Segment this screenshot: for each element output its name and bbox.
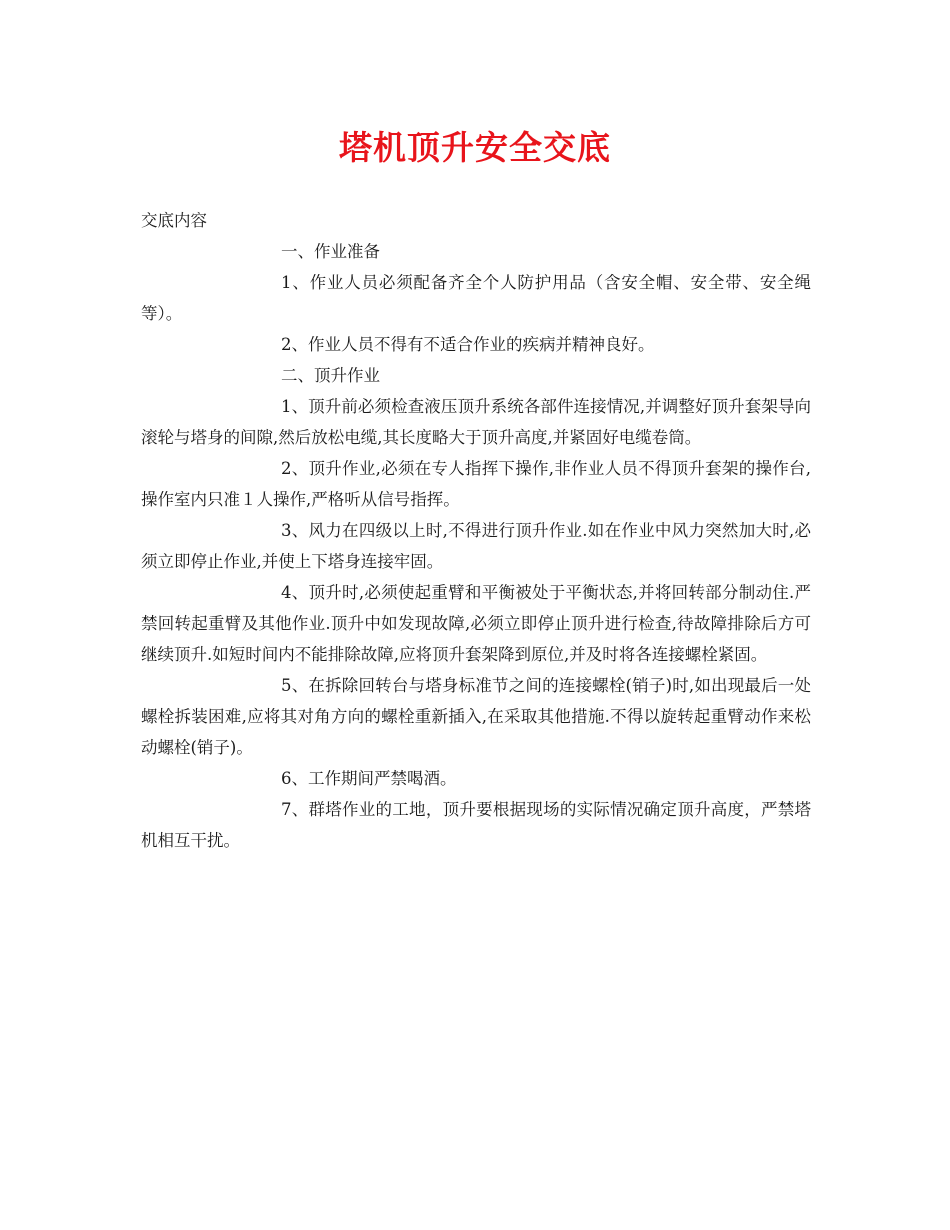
document-body — [141, 205, 811, 856]
paragraph-jacking-4: 4、顶升时,必须使起重臂和平衡被处于平衡状态,并将回转部分制动住.严禁回转起重臂及其他作业.顶升中如发现故障,必须立即停止顶升进行检查,待故障排除后方可继续顶升.如短时间内不能排除故障,应将顶升套架降到原位,并及时将各连接螺栓紧固。 — [141, 583, 811, 664]
paragraph-jacking-3: 3、风力在四级以上时,不得进行顶升作业.如在作业中风力突然加大时,必须立即停止作业,并使上下塔身连接牢固。 — [141, 521, 811, 571]
paragraph-jacking-6: 6、工作期间严禁喝酒。 — [281, 769, 457, 788]
heading-jacking: 二、顶升作业 — [281, 366, 380, 385]
paragraph-prep-2: 2、作业人员不得有不适合作业的疾病并精神良好。 — [281, 335, 655, 354]
section-label: 交底内容 — [141, 211, 207, 230]
paragraph-jacking-2: 2、顶升作业,必须在专人指挥下操作,非作业人员不得顶升套架的操作台,操作室内只准１人操作,严格听从信号指挥。 — [141, 459, 811, 509]
paragraph-jacking-7: 7、群塔作业的工地，顶升要根据现场的实际情况确定顶升高度，严禁塔机相互干扰。 — [141, 800, 811, 850]
heading-preparation: 一、作业准备 — [281, 242, 380, 261]
paragraph-jacking-1: 1、顶升前必须检查液压顶升系统各部件连接情况,并调整好顶升套架导向滚轮与塔身的间隙,然后放松电缆,其长度略大于顶升高度,并紧固好电缆卷筒。 — [141, 397, 811, 447]
paragraph-jacking-5: 5、在拆除回转台与塔身标准节之间的连接螺栓(销子)时,如出现最后一处螺栓拆装困难,应将其对角方向的螺栓重新插入,在采取其他措施.不得以旋转起重臂动作来松动螺栓(销子)。 — [141, 676, 811, 757]
paragraph-prep-1: 1、作业人员必须配备齐全个人防护用品（含安全帽、安全带、安全绳等）。 — [141, 273, 811, 323]
document-title: 塔机顶升安全交底 — [339, 128, 611, 167]
